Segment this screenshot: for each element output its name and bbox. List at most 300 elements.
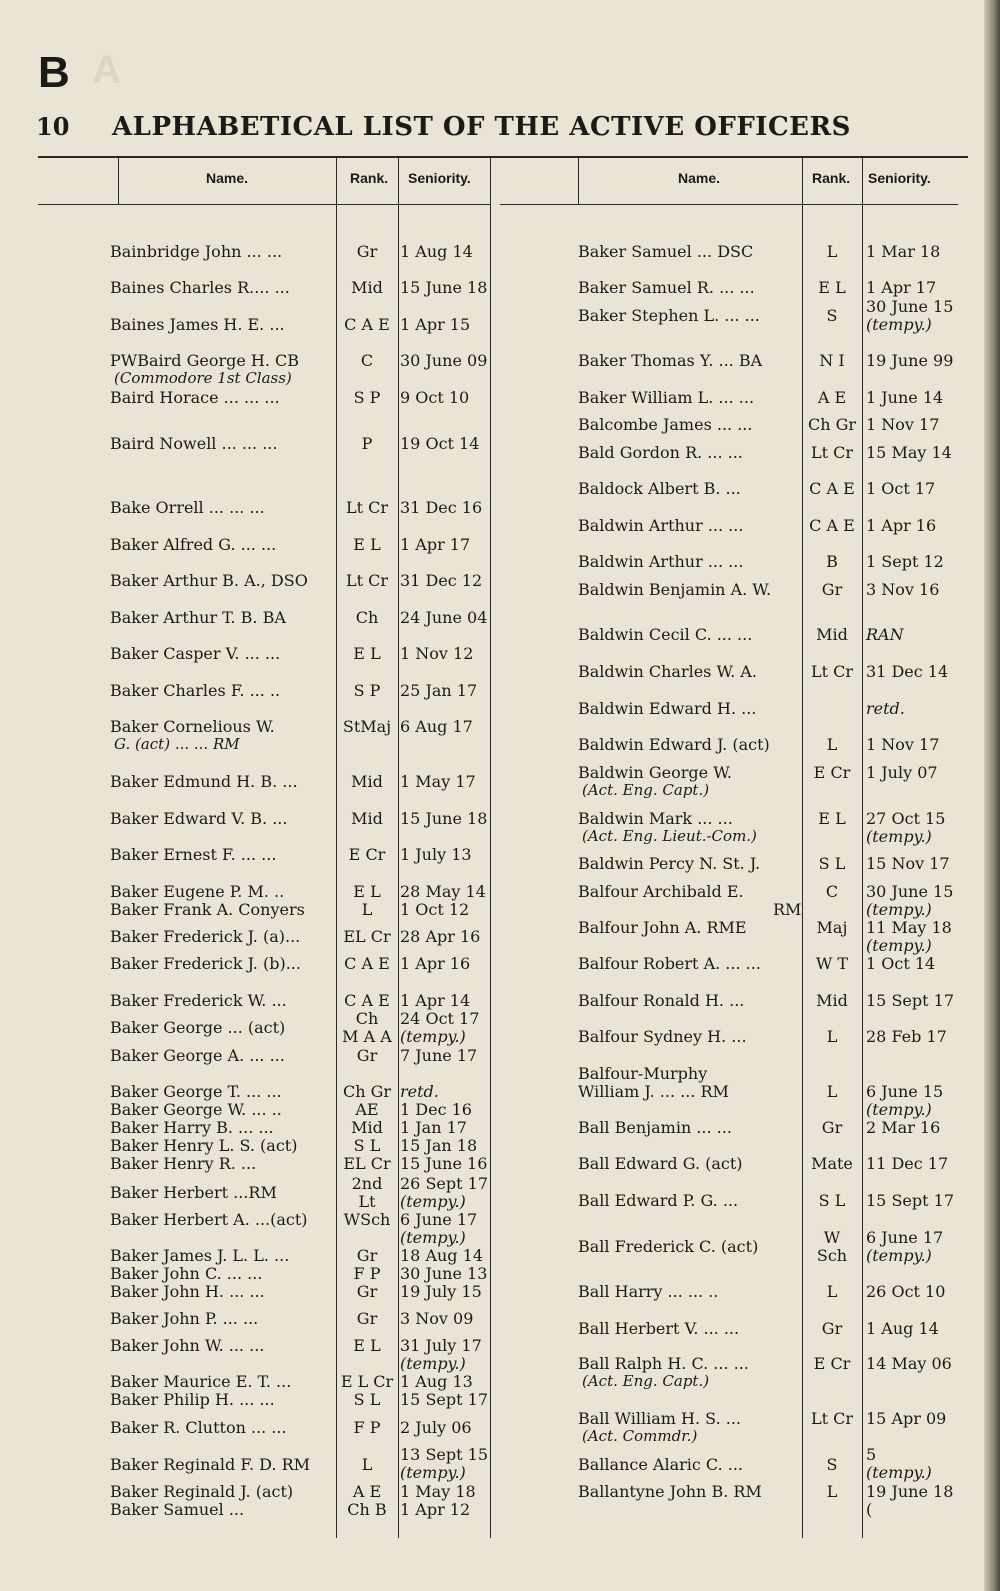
officer-row: [110, 681, 500, 703]
officer-seniority: 26 Sept 17: [400, 1174, 488, 1193]
officer-seniority: (tempy.): [866, 1246, 932, 1265]
officer-name: Balfour Archibald E.: [578, 882, 744, 901]
column-rule: [118, 158, 119, 204]
officer-rank: Gr: [356, 1046, 378, 1065]
officer-seniority: 1 Dec 16: [400, 1100, 472, 1119]
officer-name: Baker Casper V. ... ...: [110, 644, 281, 663]
officer-row: [110, 608, 500, 630]
page-spine: [984, 0, 1000, 1591]
officer-seniority: 13 Sept 15: [400, 1445, 488, 1464]
officer-seniority: retd.: [400, 1082, 439, 1101]
officer-row: [578, 351, 976, 373]
officer-name: Baker Cornelious W.: [110, 717, 275, 736]
officer-note: G. (act) ... ... RM: [114, 735, 240, 753]
officer-name: Baker Herbert ...RM: [110, 1183, 277, 1202]
officer-name: Balfour John A. RME: [578, 918, 747, 937]
officer-name: Baker William L. ... ...: [578, 388, 755, 407]
officer-rank: StMaj: [342, 717, 392, 736]
officer-rank: Mid: [351, 278, 383, 297]
officer-seniority: 24 June 04: [400, 608, 488, 627]
officer-seniority: 19 July 15: [400, 1282, 482, 1301]
officer-row: [578, 415, 976, 437]
officer-rank: A E: [352, 1482, 382, 1501]
officer-seniority: 30 June 09: [400, 351, 488, 370]
officer-row: [110, 351, 500, 387]
officer-rank: Gr: [821, 1118, 843, 1137]
officer-seniority: 1 July 13: [400, 845, 472, 864]
officer-name: Ball Frederick C. (act): [578, 1237, 759, 1256]
officer-rank: L: [826, 1482, 838, 1501]
officer-seniority: 3 Nov 16: [866, 580, 940, 599]
officer-seniority: 30 June 15: [866, 297, 954, 316]
officer-name: Baldwin Edward J. (act): [578, 735, 770, 754]
officer-row: [578, 662, 976, 684]
officer-name: Baker George A. ... ...: [110, 1046, 285, 1065]
officer-seniority: 1 Sept 12: [866, 552, 944, 571]
officer-seniority: 30 June 13: [400, 1264, 488, 1283]
officer-note: (Act. Commdr.): [582, 1427, 698, 1445]
officer-name: Ball Harry ... ... ..: [578, 1282, 719, 1301]
officer-rank: S P: [353, 388, 381, 407]
officer-rank: EL Cr: [343, 1154, 391, 1173]
officer-seniority: 25 Jan 17: [400, 681, 478, 700]
officer-row: [578, 315, 976, 337]
officer-row: [578, 479, 976, 501]
officer-row: [110, 927, 500, 949]
officer-name: Baird Nowell ... ... ...: [110, 434, 278, 453]
officer-row: [110, 1154, 500, 1176]
officer-seniority: 1 Apr 16: [400, 954, 471, 973]
officer-name: Baldwin Arthur ... ...: [578, 552, 744, 571]
officer-seniority: 15 Sept 17: [400, 1390, 488, 1409]
officer-name: Baldwin Arthur ... ...: [578, 516, 744, 535]
officer-row: [578, 827, 976, 849]
officer-rank: L: [361, 1455, 373, 1474]
officer-row: [578, 552, 976, 574]
officer-name: Baker Edmund H. B. ...: [110, 772, 298, 791]
officer-row: [578, 1409, 976, 1445]
officer-rank: L: [826, 1027, 838, 1046]
officer-name: Baldwin Charles W. A.: [578, 662, 757, 681]
officer-seniority: 19 June 99: [866, 351, 954, 370]
officer-rank: Ch Gr: [342, 1082, 392, 1101]
officer-rank: Gr: [356, 242, 378, 261]
officer-name: Baines James H. E. ...: [110, 315, 285, 334]
officer-seniority: 1 Nov 12: [400, 644, 474, 663]
officer-name: Ballance Alaric C. ...: [578, 1455, 744, 1474]
officer-row: [578, 735, 976, 757]
officer-rank: Lt Cr: [810, 1409, 854, 1428]
officer-name: Baker Maurice E. T. ...: [110, 1372, 292, 1391]
officer-rank: Gr: [356, 1282, 378, 1301]
officer-name: Bainbridge John ... ...: [110, 242, 283, 261]
officer-seniority: 1 Oct 17: [866, 479, 936, 498]
officer-seniority: 1 Apr 16: [866, 516, 937, 535]
officer-seniority: (tempy.): [400, 1354, 466, 1373]
officer-seniority: 31 Dec 12: [400, 571, 483, 590]
officer-seniority: 1 Nov 17: [866, 735, 940, 754]
officer-row: [578, 580, 976, 602]
officer-row: [578, 1500, 976, 1522]
officer-row: [110, 1046, 500, 1068]
officer-row: [578, 991, 976, 1013]
officer-rank: Mid: [351, 809, 383, 828]
officer-seniority: retd.: [866, 699, 905, 718]
officer-seniority: 1 June 14: [866, 388, 944, 407]
officer-rank: E L: [818, 809, 846, 828]
officer-name: Baker Arthur T. B. BA: [110, 608, 286, 627]
officer-seniority: 28 May 14: [400, 882, 486, 901]
officer-seniority: 1 July 07: [866, 763, 938, 782]
officer-name: Baker Frederick J. (a)...: [110, 927, 301, 946]
officer-seniority: 1 Mar 18: [866, 242, 941, 261]
officer-seniority: (tempy.): [866, 1463, 932, 1482]
officer-rank: L: [826, 242, 838, 261]
officer-rank: S: [826, 306, 838, 325]
officer-rank: Mid: [351, 772, 383, 791]
officer-row: [578, 516, 976, 538]
officer-name: Baker Samuel ... DSC: [578, 242, 754, 261]
officer-name: Ball Herbert V. ... ...: [578, 1319, 740, 1338]
officer-row: [110, 571, 500, 593]
officer-seniority: (tempy.): [866, 827, 932, 846]
officer-row: [578, 1118, 976, 1140]
officer-row: [110, 772, 500, 794]
officer-seniority: 1 Apr 17: [400, 535, 471, 554]
officer-name: Baldock Albert B. ...: [578, 479, 741, 498]
officer-name: Ball Edward G. (act): [578, 1154, 743, 1173]
officer-name: Ballantyne John B. RM: [578, 1482, 762, 1501]
officer-rank: Sch: [816, 1246, 848, 1265]
officer-rank: W: [823, 1228, 841, 1247]
column-rule: [578, 158, 579, 204]
officer-rank: Mid: [816, 991, 848, 1010]
officer-row: [578, 954, 976, 976]
officer-rank: M A A: [342, 1027, 392, 1046]
officer-seniority: RAN: [866, 625, 904, 644]
officer-row: [110, 278, 500, 300]
officer-seniority: 27 Oct 15: [866, 809, 946, 828]
officer-name: RM: [773, 900, 802, 919]
officer-name: Baker Harry B. ... ...: [110, 1118, 274, 1137]
officer-rank: S L: [353, 1136, 381, 1155]
officer-row: [110, 954, 500, 976]
officer-rank: F P: [353, 1418, 381, 1437]
officer-seniority: 15 Jan 18: [400, 1136, 478, 1155]
officer-rank: C A E: [344, 954, 390, 973]
officer-row: [110, 717, 500, 753]
officer-seniority: 1 Jan 17: [400, 1118, 467, 1137]
officer-rank: Maj: [816, 918, 848, 937]
officer-seniority: (tempy.): [400, 1228, 466, 1247]
officer-rank: S L: [353, 1390, 381, 1409]
officer-row: [578, 242, 976, 264]
officer-seniority: (tempy.): [866, 900, 932, 919]
officer-name: Baker R. Clutton ... ...: [110, 1418, 287, 1437]
officer-name: Baker Frank A. Conyers: [110, 900, 305, 919]
left-header: [110, 158, 500, 204]
officer-name: Baker Charles F. ... ..: [110, 681, 281, 700]
officer-seniority: 9 Oct 10: [400, 388, 470, 407]
officer-name: Baker Thomas Y. ... BA: [578, 351, 763, 370]
officer-row: [110, 1500, 500, 1522]
officer-name: Baldwin Mark ... ...: [578, 809, 733, 828]
officer-name: Balfour Sydney H. ...: [578, 1027, 747, 1046]
officer-rank: Mate: [811, 1154, 853, 1173]
officer-rank: E Cr: [348, 845, 386, 864]
officer-seniority: 1 May 18: [400, 1482, 476, 1501]
officer-row: [578, 1354, 976, 1390]
officer-name: Baldwin Edward H. ...: [578, 699, 757, 718]
header-seniority: Seniority.: [408, 170, 471, 186]
officer-rank: A E: [817, 388, 847, 407]
officer-seniority: 1 Oct 14: [866, 954, 936, 973]
officer-rank: Mid: [351, 1118, 383, 1137]
officer-seniority: 15 Apr 09: [866, 1409, 947, 1428]
officer-name: Baldwin George W.: [578, 763, 732, 782]
officer-row: [578, 1282, 976, 1304]
officer-name: Baker Ernest F. ... ...: [110, 845, 277, 864]
officer-seniority: 1 Apr 14: [400, 991, 471, 1010]
officer-name: Baker James J. L. L. ...: [110, 1246, 290, 1265]
officer-seniority: 24 Oct 17: [400, 1009, 480, 1028]
officer-seniority: 11 Dec 17: [866, 1154, 949, 1173]
officer-rank: L: [826, 1282, 838, 1301]
officer-row: [110, 1309, 500, 1331]
officer-row: [578, 1027, 976, 1049]
officer-name: Balfour-Murphy: [578, 1064, 708, 1083]
officer-rank: C A E: [809, 479, 855, 498]
officer-rank: S: [826, 1455, 838, 1474]
officer-rank: S P: [353, 681, 381, 700]
officer-row: [110, 434, 500, 456]
officer-name: Baker John W. ... ...: [110, 1336, 265, 1355]
officer-row: [110, 809, 500, 831]
officer-rank: E L: [353, 882, 381, 901]
officer-seniority: 3 Nov 09: [400, 1309, 474, 1328]
officer-row: [110, 1418, 500, 1440]
officer-rank: Ch B: [347, 1500, 387, 1519]
officer-seniority: 19 Oct 14: [400, 434, 480, 453]
header-name: Name.: [206, 170, 249, 186]
officer-rank: WSch: [343, 1210, 391, 1229]
officer-row: [110, 388, 500, 410]
officer-name: Baker George ... (act): [110, 1018, 286, 1037]
officer-seniority: 31 July 17: [400, 1336, 482, 1355]
officer-name: Baker Alfred G. ... ...: [110, 535, 277, 554]
officer-rank: L: [826, 1082, 838, 1101]
officer-seniority: 14 May 06: [866, 1354, 952, 1373]
officer-note: (Act. Eng. Lieut.-Com.): [582, 827, 757, 845]
officer-rank: 2nd: [351, 1174, 383, 1193]
officer-rank: L: [826, 735, 838, 754]
officer-name: William J. ... ... RM: [578, 1082, 729, 1101]
officer-seniority: 1 Aug 14: [400, 242, 473, 261]
officer-seniority: 31 Dec 16: [400, 498, 483, 517]
page-title: ALPHABETICAL LIST OF THE ACTIVE OFFICERS: [112, 112, 851, 142]
officer-seniority: 31 Dec 14: [866, 662, 949, 681]
officer-seniority: 1 Apr 12: [400, 1500, 471, 1519]
officer-rank: E L: [818, 278, 846, 297]
officer-name: Baker Herbert A. ...(act): [110, 1210, 308, 1229]
officer-seniority: 2 July 06: [400, 1418, 472, 1437]
officer-row: [578, 1191, 976, 1213]
officer-seniority: 1 May 17: [400, 772, 476, 791]
officer-seniority: 7 June 17: [400, 1046, 478, 1065]
officer-name: Bake Orrell ... ... ...: [110, 498, 265, 517]
officer-name: Ball Benjamin ... ...: [578, 1118, 732, 1137]
officer-name: Baker George T. ... ...: [110, 1082, 282, 1101]
header-rule: [38, 204, 490, 205]
officer-note: (Act. Eng. Capt.): [582, 1372, 710, 1390]
officer-rank: Ch: [355, 1009, 379, 1028]
officer-row: [578, 854, 976, 876]
officer-rank: P: [361, 434, 373, 453]
officer-rank: C A E: [809, 516, 855, 535]
officer-seniority: 15 June 18: [400, 278, 488, 297]
officer-rank: Mid: [816, 625, 848, 644]
officer-rank: Ch: [355, 608, 379, 627]
officer-name: Baker Henry L. S. (act): [110, 1136, 298, 1155]
officer-seniority: (tempy.): [400, 1027, 466, 1046]
officer-seniority: 15 Nov 17: [866, 854, 950, 873]
officer-rank: Gr: [356, 1309, 378, 1328]
officer-name: Baldwin Percy N. St. J.: [578, 854, 761, 873]
section-letter: B: [38, 48, 70, 97]
officer-row: [110, 900, 500, 922]
officer-note: (Act. Eng. Capt.): [582, 781, 710, 799]
officer-rank: E Cr: [813, 763, 851, 782]
section-letter-ghost: A: [92, 48, 121, 92]
officer-rank: C: [360, 351, 374, 370]
officer-name: Baker Eugene P. M. ..: [110, 882, 285, 901]
officer-name: Ball William H. S. ...: [578, 1409, 741, 1428]
officer-seniority: 6 June 17: [400, 1210, 478, 1229]
officer-rank: Lt Cr: [345, 571, 389, 590]
officer-seniority: (tempy.): [400, 1463, 466, 1482]
officer-rank: AE: [355, 1100, 379, 1119]
officer-seniority: 15 June 18: [400, 809, 488, 828]
header-name: Name.: [678, 170, 721, 186]
officer-row: [578, 625, 976, 647]
officer-row: [578, 443, 976, 465]
officer-seniority: 15 May 14: [866, 443, 952, 462]
officer-rank: B: [826, 552, 838, 571]
left-column: [110, 158, 500, 1578]
officer-seniority: 1 Apr 17: [866, 278, 937, 297]
officer-rank: Gr: [821, 1319, 843, 1338]
officer-rank: EL Cr: [343, 927, 391, 946]
officer-name: Ball Edward P. G. ...: [578, 1191, 739, 1210]
officer-row: [578, 763, 976, 799]
officer-name: Baines Charles R.... ...: [110, 278, 290, 297]
officer-rank: C A E: [344, 315, 390, 334]
officer-note: (Commodore 1st Class): [114, 369, 292, 387]
officer-name: Baker Samuel ...: [110, 1500, 245, 1519]
officer-rank: E L: [353, 1336, 381, 1355]
header-rank: Rank.: [350, 170, 389, 186]
officer-row: [578, 1319, 976, 1341]
officer-seniority: 6 June 15: [866, 1082, 944, 1101]
officer-rank: S L: [818, 1191, 846, 1210]
officer-name: Ball Ralph H. C. ... ...: [578, 1354, 749, 1373]
officer-rank: Lt: [358, 1192, 376, 1211]
officer-rank: C: [825, 882, 839, 901]
officer-rank: W T: [815, 954, 849, 973]
officer-seniority: (tempy.): [866, 936, 932, 955]
header-rank: Rank.: [812, 170, 851, 186]
officer-rank: F P: [353, 1264, 381, 1283]
officer-seniority: 5: [866, 1445, 877, 1464]
officer-row: [578, 388, 976, 410]
officer-seniority: 18 Aug 14: [400, 1246, 483, 1265]
officer-seniority: 28 Apr 16: [400, 927, 481, 946]
officer-rank: S L: [818, 854, 846, 873]
officer-rank: E L: [353, 644, 381, 663]
officer-seniority: 15 Sept 17: [866, 1191, 954, 1210]
officer-seniority: 11 May 18: [866, 918, 952, 937]
officer-rank: Lt Cr: [810, 662, 854, 681]
officer-seniority: (tempy.): [866, 1100, 932, 1119]
officer-rank: Ch Gr: [807, 415, 857, 434]
officer-rank: C A E: [344, 991, 390, 1010]
officer-row: [578, 1154, 976, 1176]
officer-name: Baker Stephen L. ... ...: [578, 306, 760, 325]
officer-rank: Lt Cr: [345, 498, 389, 517]
officer-seniority: 1 Oct 12: [400, 900, 470, 919]
officer-rank: L: [361, 900, 373, 919]
officer-row: [110, 498, 500, 520]
officer-row: [110, 1282, 500, 1304]
officer-name: Bald Gordon R. ... ...: [578, 443, 743, 462]
officer-seniority: (tempy.): [866, 315, 932, 334]
officer-name: Baker Edward V. B. ...: [110, 809, 288, 828]
page-number: 10: [36, 112, 70, 141]
officer-seniority: 15 June 16: [400, 1154, 488, 1173]
officer-rank: N I: [819, 351, 845, 370]
officer-seniority: 26 Oct 10: [866, 1282, 946, 1301]
officer-row: [578, 699, 976, 721]
officer-name: Baker Reginald J. (act): [110, 1482, 294, 1501]
officer-rank: Gr: [356, 1246, 378, 1265]
officer-name: Baker John P. ... ...: [110, 1309, 259, 1328]
officer-row: [578, 1246, 976, 1268]
officer-row: [110, 535, 500, 557]
officer-rank: Lt Cr: [810, 443, 854, 462]
officer-name: Baldwin Cecil C. ... ...: [578, 625, 753, 644]
officer-name: Baker Philip H. ... ...: [110, 1390, 275, 1409]
officer-name: Baker John C. ... ...: [110, 1264, 263, 1283]
officer-name: Balcombe James ... ...: [578, 415, 753, 434]
officer-seniority: 1 Aug 14: [866, 1319, 939, 1338]
right-column: [578, 158, 976, 1578]
officer-seniority: 1 Aug 13: [400, 1372, 473, 1391]
officer-name: Baker Henry R. ...: [110, 1154, 257, 1173]
officer-row: [110, 845, 500, 867]
officer-seniority: 6 June 17: [866, 1228, 944, 1247]
officer-name: Baldwin Benjamin A. W.: [578, 580, 772, 599]
officer-seniority: 19 June 18: [866, 1482, 954, 1501]
right-header: [578, 158, 976, 204]
officer-seniority: 2 Mar 16: [866, 1118, 941, 1137]
officer-seniority: (tempy.): [400, 1192, 466, 1211]
officer-row: [110, 1390, 500, 1412]
officer-name: Balfour Ronald H. ...: [578, 991, 745, 1010]
officer-row: [110, 644, 500, 666]
officer-rank: E L Cr: [340, 1372, 394, 1391]
officer-seniority: 28 Feb 17: [866, 1027, 947, 1046]
officer-seniority: 1 Apr 15: [400, 315, 471, 334]
